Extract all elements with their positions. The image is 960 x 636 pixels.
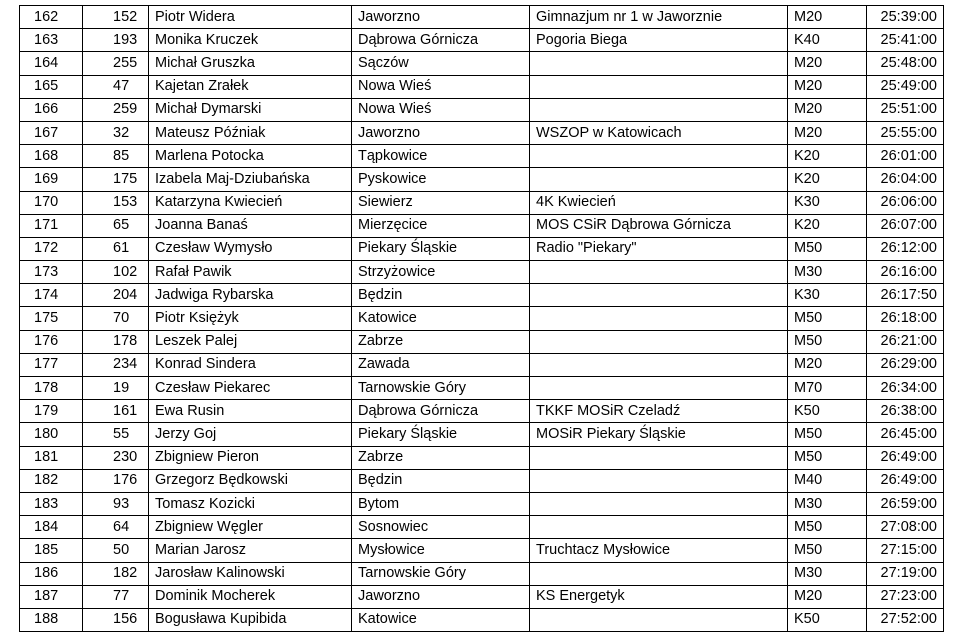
time-cell: 27:08:00 xyxy=(867,516,944,539)
city-cell: Siewierz xyxy=(352,191,530,214)
bib-cell: 230 xyxy=(83,446,149,469)
club-cell: Pogoria Biega xyxy=(530,29,788,52)
city-cell: Katowice xyxy=(352,608,530,631)
category-cell: M30 xyxy=(788,562,867,585)
table-row xyxy=(20,168,944,191)
name-cell: Czesław Piekarec xyxy=(149,377,352,400)
category-cell: M20 xyxy=(788,52,867,75)
category-cell: M70 xyxy=(788,377,867,400)
time-cell: 25:48:00 xyxy=(867,52,944,75)
time-cell: 27:15:00 xyxy=(867,539,944,562)
city-cell: Jaworzno xyxy=(352,6,530,29)
bib-cell: 32 xyxy=(83,121,149,144)
place-cell: 163 xyxy=(20,29,83,52)
bib-cell: 161 xyxy=(83,400,149,423)
time-cell: 26:01:00 xyxy=(867,145,944,168)
club-cell: Gimnazjum nr 1 w Jaworznie xyxy=(530,6,788,29)
club-cell: Radio "Piekary" xyxy=(530,237,788,260)
table-row xyxy=(20,237,944,260)
city-cell: Tarnowskie Góry xyxy=(352,562,530,585)
place-cell: 179 xyxy=(20,400,83,423)
club-cell xyxy=(530,608,788,631)
club-cell xyxy=(530,562,788,585)
name-cell: Leszek Palej xyxy=(149,330,352,353)
city-cell: Zabrze xyxy=(352,446,530,469)
city-cell: Mysłowice xyxy=(352,539,530,562)
club-cell xyxy=(530,284,788,307)
table-row xyxy=(20,585,944,608)
category-cell: K20 xyxy=(788,145,867,168)
bib-cell: 50 xyxy=(83,539,149,562)
bib-cell: 55 xyxy=(83,423,149,446)
name-cell: Marian Jarosz xyxy=(149,539,352,562)
place-cell: 186 xyxy=(20,562,83,585)
city-cell: Piekary Śląskie xyxy=(352,423,530,446)
name-cell: Jadwiga Rybarska xyxy=(149,284,352,307)
category-cell: K20 xyxy=(788,214,867,237)
club-cell xyxy=(530,330,788,353)
name-cell: Dominik Mocherek xyxy=(149,585,352,608)
table-row xyxy=(20,29,944,52)
place-cell: 164 xyxy=(20,52,83,75)
category-cell: K30 xyxy=(788,191,867,214)
name-cell: Kajetan Zrałek xyxy=(149,75,352,98)
table-row xyxy=(20,492,944,515)
table-row xyxy=(20,284,944,307)
time-cell: 26:29:00 xyxy=(867,353,944,376)
category-cell: M50 xyxy=(788,446,867,469)
category-cell: K30 xyxy=(788,284,867,307)
time-cell: 25:55:00 xyxy=(867,121,944,144)
bib-cell: 156 xyxy=(83,608,149,631)
time-cell: 26:59:00 xyxy=(867,492,944,515)
city-cell: Strzyżowice xyxy=(352,261,530,284)
bib-cell: 77 xyxy=(83,585,149,608)
club-cell: WSZOP w Katowicach xyxy=(530,121,788,144)
name-cell: Jarosław Kalinowski xyxy=(149,562,352,585)
category-cell: M50 xyxy=(788,516,867,539)
category-cell: K20 xyxy=(788,168,867,191)
city-cell: Tąpkowice xyxy=(352,145,530,168)
name-cell: Zbigniew Węgler xyxy=(149,516,352,539)
table-row xyxy=(20,539,944,562)
city-cell: Bytom xyxy=(352,492,530,515)
table-row xyxy=(20,469,944,492)
bib-cell: 204 xyxy=(83,284,149,307)
name-cell: Michał Gruszka xyxy=(149,52,352,75)
category-cell: M20 xyxy=(788,353,867,376)
time-cell: 26:34:00 xyxy=(867,377,944,400)
table-row xyxy=(20,121,944,144)
name-cell: Grzegorz Będkowski xyxy=(149,469,352,492)
place-cell: 187 xyxy=(20,585,83,608)
club-cell xyxy=(530,52,788,75)
place-cell: 172 xyxy=(20,237,83,260)
bib-cell: 65 xyxy=(83,214,149,237)
bib-cell: 152 xyxy=(83,6,149,29)
city-cell: Zabrze xyxy=(352,330,530,353)
time-cell: 26:04:00 xyxy=(867,168,944,191)
time-cell: 25:51:00 xyxy=(867,98,944,121)
category-cell: M20 xyxy=(788,121,867,144)
place-cell: 177 xyxy=(20,353,83,376)
category-cell: M20 xyxy=(788,75,867,98)
name-cell: Marlena Potocka xyxy=(149,145,352,168)
time-cell: 26:45:00 xyxy=(867,423,944,446)
city-cell: Tarnowskie Góry xyxy=(352,377,530,400)
city-cell: Jaworzno xyxy=(352,121,530,144)
place-cell: 166 xyxy=(20,98,83,121)
bib-cell: 93 xyxy=(83,492,149,515)
category-cell: M20 xyxy=(788,6,867,29)
bib-cell: 234 xyxy=(83,353,149,376)
place-cell: 167 xyxy=(20,121,83,144)
place-cell: 181 xyxy=(20,446,83,469)
club-cell xyxy=(530,75,788,98)
category-cell: K50 xyxy=(788,400,867,423)
club-cell xyxy=(530,261,788,284)
city-cell: Jaworzno xyxy=(352,585,530,608)
club-cell xyxy=(530,98,788,121)
bib-cell: 255 xyxy=(83,52,149,75)
city-cell: Nowa Wieś xyxy=(352,75,530,98)
place-cell: 165 xyxy=(20,75,83,98)
time-cell: 27:52:00 xyxy=(867,608,944,631)
table-row xyxy=(20,52,944,75)
club-cell: 4K Kwiecień xyxy=(530,191,788,214)
place-cell: 185 xyxy=(20,539,83,562)
time-cell: 26:21:00 xyxy=(867,330,944,353)
name-cell: Joanna Banaś xyxy=(149,214,352,237)
club-cell xyxy=(530,168,788,191)
time-cell: 26:06:00 xyxy=(867,191,944,214)
name-cell: Monika Kruczek xyxy=(149,29,352,52)
club-cell xyxy=(530,307,788,330)
name-cell: Bogusława Kupibida xyxy=(149,608,352,631)
city-cell: Mierzęcice xyxy=(352,214,530,237)
table-row xyxy=(20,98,944,121)
time-cell: 26:12:00 xyxy=(867,237,944,260)
category-cell: M50 xyxy=(788,539,867,562)
time-cell: 26:07:00 xyxy=(867,214,944,237)
time-cell: 26:49:00 xyxy=(867,446,944,469)
time-cell: 26:18:00 xyxy=(867,307,944,330)
table-row xyxy=(20,261,944,284)
place-cell: 168 xyxy=(20,145,83,168)
name-cell: Tomasz Kozicki xyxy=(149,492,352,515)
name-cell: Zbigniew Pieron xyxy=(149,446,352,469)
club-cell xyxy=(530,446,788,469)
place-cell: 162 xyxy=(20,6,83,29)
city-cell: Zawada xyxy=(352,353,530,376)
table-row xyxy=(20,307,944,330)
club-cell xyxy=(530,145,788,168)
table-row xyxy=(20,353,944,376)
bib-cell: 70 xyxy=(83,307,149,330)
category-cell: M20 xyxy=(788,98,867,121)
place-cell: 171 xyxy=(20,214,83,237)
city-cell: Sączów xyxy=(352,52,530,75)
place-cell: 176 xyxy=(20,330,83,353)
bib-cell: 153 xyxy=(83,191,149,214)
bib-cell: 102 xyxy=(83,261,149,284)
name-cell: Jerzy Goj xyxy=(149,423,352,446)
time-cell: 26:49:00 xyxy=(867,469,944,492)
place-cell: 169 xyxy=(20,168,83,191)
city-cell: Nowa Wieś xyxy=(352,98,530,121)
place-cell: 170 xyxy=(20,191,83,214)
bib-cell: 193 xyxy=(83,29,149,52)
table-row xyxy=(20,446,944,469)
bib-cell: 85 xyxy=(83,145,149,168)
place-cell: 188 xyxy=(20,608,83,631)
name-cell: Piotr Księżyk xyxy=(149,307,352,330)
table-row xyxy=(20,330,944,353)
time-cell: 25:49:00 xyxy=(867,75,944,98)
name-cell: Piotr Widera xyxy=(149,6,352,29)
bib-cell: 64 xyxy=(83,516,149,539)
place-cell: 180 xyxy=(20,423,83,446)
category-cell: M20 xyxy=(788,585,867,608)
name-cell: Konrad Sindera xyxy=(149,353,352,376)
bib-cell: 19 xyxy=(83,377,149,400)
club-cell: KS Energetyk xyxy=(530,585,788,608)
club-cell: TKKF MOSiR Czeladź xyxy=(530,400,788,423)
time-cell: 27:19:00 xyxy=(867,562,944,585)
bib-cell: 259 xyxy=(83,98,149,121)
name-cell: Michał Dymarski xyxy=(149,98,352,121)
category-cell: K40 xyxy=(788,29,867,52)
name-cell: Czesław Wymysło xyxy=(149,237,352,260)
time-cell: 27:23:00 xyxy=(867,585,944,608)
results-table-body xyxy=(20,6,944,632)
bib-cell: 182 xyxy=(83,562,149,585)
place-cell: 173 xyxy=(20,261,83,284)
bib-cell: 176 xyxy=(83,469,149,492)
name-cell: Mateusz Późniak xyxy=(149,121,352,144)
time-cell: 25:41:00 xyxy=(867,29,944,52)
name-cell: Izabela Maj-Dziubańska xyxy=(149,168,352,191)
category-cell: M50 xyxy=(788,307,867,330)
place-cell: 175 xyxy=(20,307,83,330)
bib-cell: 175 xyxy=(83,168,149,191)
city-cell: Piekary Śląskie xyxy=(352,237,530,260)
bib-cell: 47 xyxy=(83,75,149,98)
city-cell: Katowice xyxy=(352,307,530,330)
table-row xyxy=(20,145,944,168)
place-cell: 184 xyxy=(20,516,83,539)
table-row xyxy=(20,191,944,214)
club-cell: MOSiR Piekary Śląskie xyxy=(530,423,788,446)
name-cell: Rafał Pawik xyxy=(149,261,352,284)
name-cell: Katarzyna Kwiecień xyxy=(149,191,352,214)
category-cell: M50 xyxy=(788,423,867,446)
city-cell: Będzin xyxy=(352,469,530,492)
place-cell: 178 xyxy=(20,377,83,400)
table-row xyxy=(20,423,944,446)
time-cell: 25:39:00 xyxy=(867,6,944,29)
bib-cell: 61 xyxy=(83,237,149,260)
club-cell: Truchtacz Mysłowice xyxy=(530,539,788,562)
category-cell: M50 xyxy=(788,330,867,353)
club-cell xyxy=(530,492,788,515)
city-cell: Dąbrowa Górnicza xyxy=(352,29,530,52)
place-cell: 183 xyxy=(20,492,83,515)
city-cell: Sosnowiec xyxy=(352,516,530,539)
category-cell: M50 xyxy=(788,237,867,260)
time-cell: 26:17:50 xyxy=(867,284,944,307)
table-row xyxy=(20,75,944,98)
city-cell: Będzin xyxy=(352,284,530,307)
table-row xyxy=(20,400,944,423)
time-cell: 26:16:00 xyxy=(867,261,944,284)
table-row xyxy=(20,214,944,237)
place-cell: 182 xyxy=(20,469,83,492)
results-table xyxy=(19,5,944,632)
category-cell: M30 xyxy=(788,492,867,515)
club-cell xyxy=(530,377,788,400)
club-cell xyxy=(530,516,788,539)
table-row xyxy=(20,6,944,29)
club-cell: MOS CSiR Dąbrowa Górnicza xyxy=(530,214,788,237)
city-cell: Dąbrowa Górnicza xyxy=(352,400,530,423)
table-row xyxy=(20,377,944,400)
table-row xyxy=(20,562,944,585)
category-cell: M40 xyxy=(788,469,867,492)
place-cell: 174 xyxy=(20,284,83,307)
club-cell xyxy=(530,353,788,376)
table-row xyxy=(20,516,944,539)
category-cell: K50 xyxy=(788,608,867,631)
time-cell: 26:38:00 xyxy=(867,400,944,423)
club-cell xyxy=(530,469,788,492)
bib-cell: 178 xyxy=(83,330,149,353)
table-row xyxy=(20,608,944,631)
name-cell: Ewa Rusin xyxy=(149,400,352,423)
category-cell: M30 xyxy=(788,261,867,284)
city-cell: Pyskowice xyxy=(352,168,530,191)
